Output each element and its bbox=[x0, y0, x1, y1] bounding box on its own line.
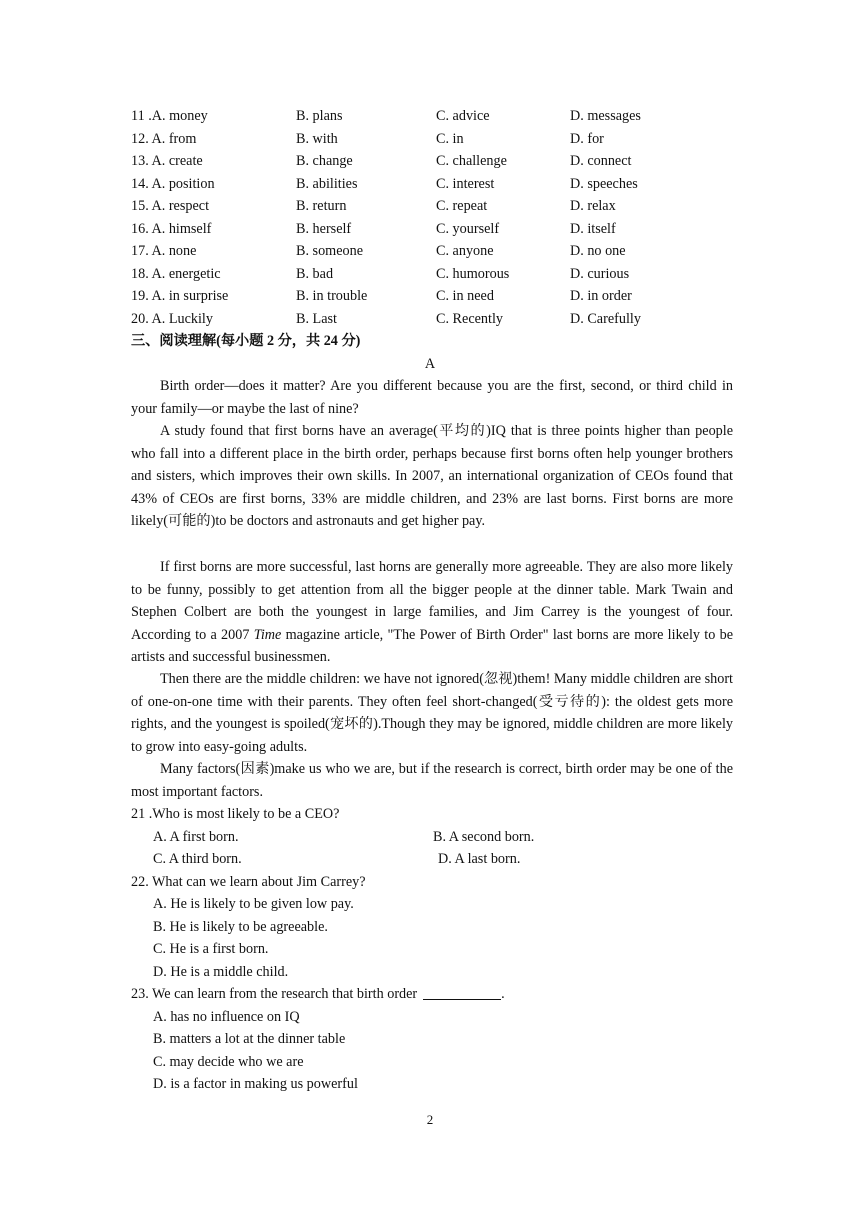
cloze-option-b: B. herself bbox=[296, 220, 352, 237]
cloze-option-b: B. change bbox=[296, 153, 353, 169]
cloze-option-c: C. yourself bbox=[436, 220, 500, 237]
cloze-option-c: C. in need bbox=[436, 288, 494, 304]
cloze-option-c: C. Recently bbox=[436, 310, 503, 327]
cloze-option-b: B. plans bbox=[296, 108, 343, 124]
cloze-option-a: 14. A. position bbox=[131, 175, 215, 192]
cloze-option-d: D. Carefully bbox=[570, 310, 641, 327]
cloze-option-a: 15. A. respect bbox=[131, 198, 210, 214]
cloze-option-c: C. interest bbox=[436, 175, 495, 192]
question-22-option-d: D. He is a middle child. bbox=[153, 964, 289, 980]
question-21-stem: 21 .Who is most likely to be a CEO? bbox=[131, 806, 340, 822]
cloze-option-c: C. humorous bbox=[436, 265, 510, 282]
cloze-option-a: 20. A. Luckily bbox=[131, 310, 213, 327]
paragraph-5: Many factors(因素)make us who we are, but if the research is correct, birth order may be one of the most important factors. bbox=[131, 761, 733, 800]
cloze-option-b: B. abilities bbox=[296, 175, 358, 192]
question-21-option-c: C. A third born. bbox=[153, 851, 242, 867]
cloze-option-c: C. challenge bbox=[436, 153, 507, 169]
cloze-option-b: B. Last bbox=[296, 310, 337, 327]
cloze-option-a: 16. A. himself bbox=[131, 220, 212, 237]
cloze-option-c: C. anyone bbox=[436, 243, 494, 259]
answer-blank bbox=[423, 985, 501, 1000]
cloze-option-d: D. speeches bbox=[570, 175, 638, 192]
cloze-option-c: C. advice bbox=[436, 108, 490, 124]
page-number: 2 bbox=[426, 1112, 434, 1127]
cloze-option-d: D. curious bbox=[570, 265, 630, 282]
cloze-option-a: 12. A. from bbox=[131, 130, 197, 147]
question-21-option-b: B. A second born. bbox=[433, 829, 535, 845]
cloze-option-b: B. bad bbox=[296, 265, 334, 282]
question-23-option-c: C. may decide who we are bbox=[153, 1054, 304, 1070]
question-23-stem-end: . bbox=[501, 986, 505, 1002]
cloze-option-d: D. relax bbox=[570, 198, 616, 214]
question-22-stem: 22. What can we learn about Jim Carrey? bbox=[131, 874, 366, 890]
cloze-option-d: D. no one bbox=[570, 243, 626, 259]
question-23-stem bbox=[131, 983, 505, 1005]
cloze-option-d: D. for bbox=[570, 130, 604, 147]
cloze-option-b: B. return bbox=[296, 198, 347, 214]
question-23-stem-text: 23. We can learn from the research that birth order bbox=[131, 986, 418, 1002]
question-22-option-b: B. He is likely to be agreeable. bbox=[153, 919, 328, 935]
question-22-option-c: C. He is a first born. bbox=[153, 941, 269, 957]
cloze-option-a: 18. A. energetic bbox=[131, 265, 221, 282]
cloze-option-d: D. in order bbox=[570, 288, 632, 304]
question-22-option-a: A. He is likely to be given low pay. bbox=[153, 896, 354, 912]
cloze-option-a: 19. A. in surprise bbox=[131, 288, 229, 304]
question-23-option-a: A. has no influence on IQ bbox=[153, 1009, 300, 1025]
cloze-option-b: B. with bbox=[296, 130, 338, 147]
cloze-option-c: C. repeat bbox=[436, 198, 488, 214]
paragraph-1: Birth order—does it matter? Are you different because you are the first, second, or third child in your family—or maybe the last of nine? bbox=[131, 378, 733, 417]
cloze-option-a: 11 .A. money bbox=[131, 108, 208, 124]
cloze-option-c: C. in bbox=[436, 130, 464, 147]
passage-title: A bbox=[424, 356, 436, 372]
paragraph-4: Then there are the middle children: we have not ignored(忽视)them! Many middle children are short of one-on-one time with their parents. They often feel short-changed(受亏待的): the oldest gets more rights, and the youngest is spoiled(宠坏的).Though they may be ignored, middle children are more likely to grow into easy-going adults. bbox=[131, 671, 733, 755]
cloze-option-b: B. someone bbox=[296, 243, 363, 259]
cloze-option-a: 17. A. none bbox=[131, 243, 197, 259]
cloze-option-b: B. in trouble bbox=[296, 288, 368, 304]
section-title: 三、阅读理解(每小题 2 分，共 24 分) bbox=[131, 333, 361, 349]
question-23-option-b: B. matters a lot at the dinner table bbox=[153, 1031, 346, 1047]
cloze-option-d: D. connect bbox=[570, 153, 632, 169]
cloze-option-a: 13. A. create bbox=[131, 153, 203, 169]
question-21-option-d: D. A last born. bbox=[438, 851, 521, 867]
paragraph-2: A study found that first borns have an average(平均的)IQ that is three points higher than people who fall into a different place in the birth order, perhaps because first borns often help younger brothers and sisters, which improves their own skills. In 2007, an international organization of CEOs found that 43% of CEOs are first borns, 33% are middle children, and 23% are last borns. First borns are more likely(可能的)to be doctors and astronauts and get higher pay. bbox=[131, 423, 733, 530]
question-23-option-d: D. is a factor in making us powerful bbox=[153, 1076, 358, 1092]
paragraph-3-text: If first borns are more successful, last horns are generally more agreeable. They are also more likely to be funny, possibly to get attention from all the bigger people at the dinner table. Mark Twain and Stephen Colbert are both the youngest in large families, and Jim Carrey is the youngest of four. According to a 2007 Time magazine article, "The Power of Birth Order" last borns are more likely to be artists and successful businessmen. bbox=[131, 559, 733, 666]
cloze-option-d: D. itself bbox=[570, 220, 616, 237]
cloze-option-d: D. messages bbox=[570, 108, 641, 124]
paragraph-3 bbox=[131, 556, 733, 669]
question-21-option-a: A. A first born. bbox=[153, 829, 239, 845]
